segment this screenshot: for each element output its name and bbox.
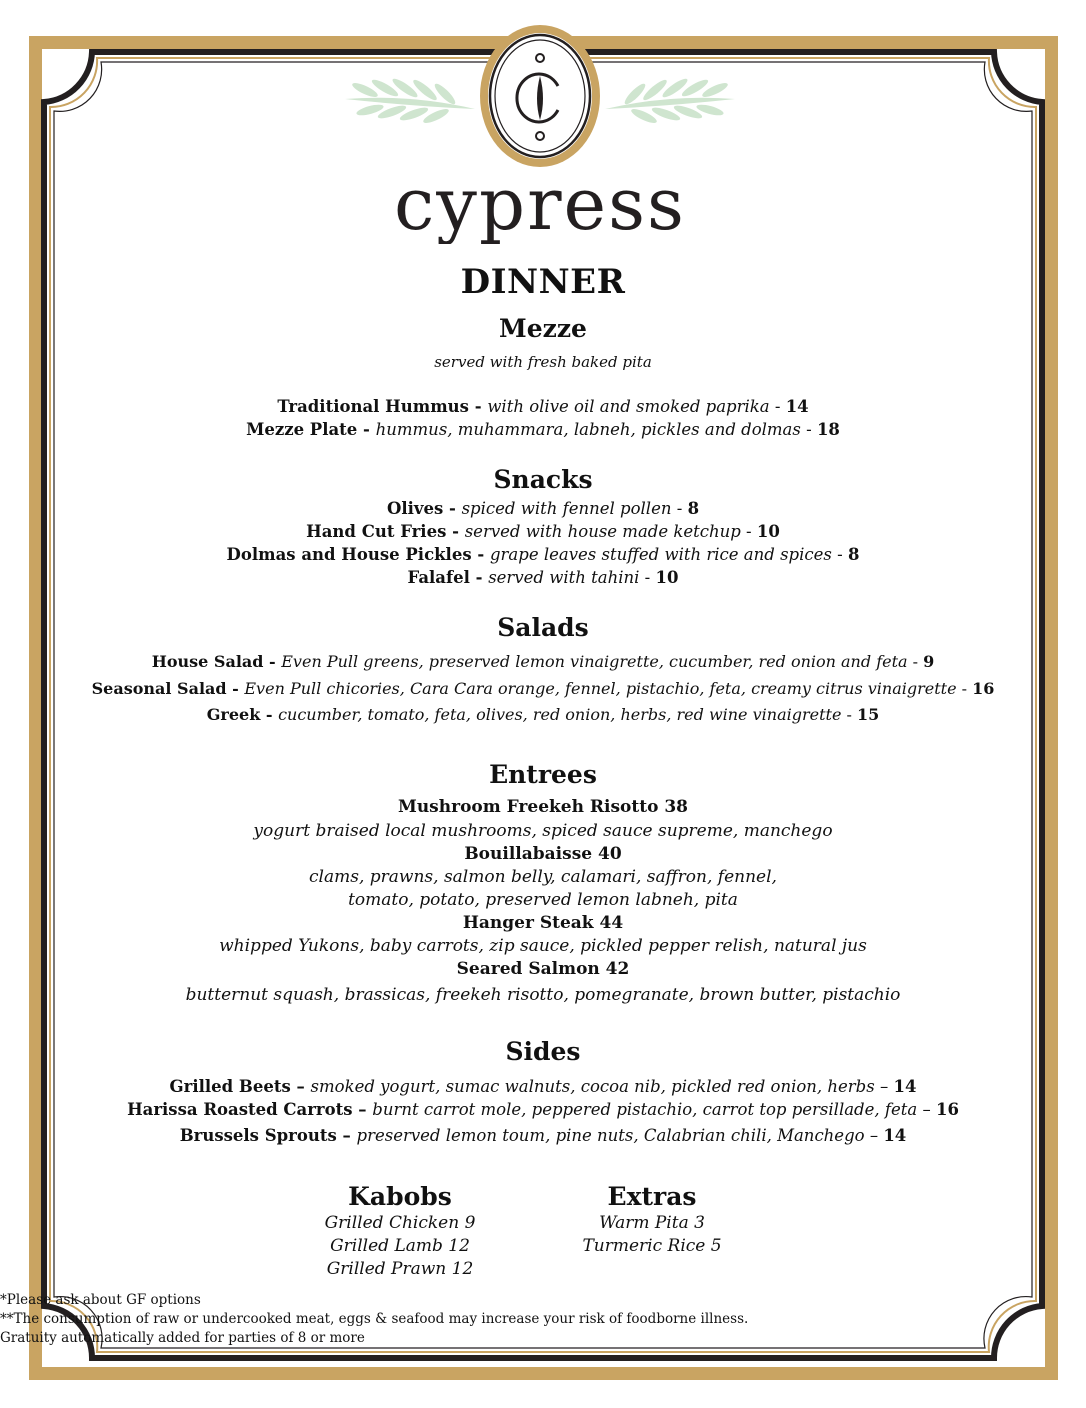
entree-description: butternut squash, brassicas, freekeh risotto, pomegranate, brown butter, pistachio <box>185 985 901 1005</box>
separator: - <box>443 499 462 518</box>
separator: - <box>740 522 757 541</box>
separator: – <box>290 1077 311 1096</box>
menu-item <box>60 679 1026 698</box>
extra-item: Warm Pita 3 <box>599 1213 705 1233</box>
item-description: served with house made ketchup <box>464 522 741 541</box>
item-name: Brussels Sprouts <box>179 1126 337 1145</box>
section-heading-entrees: Entrees <box>489 760 597 789</box>
menu-item <box>60 397 1026 416</box>
item-price: 8 <box>847 545 860 564</box>
section-heading-salads: Salads <box>497 613 589 642</box>
separator: – <box>917 1100 936 1119</box>
section-heading-snacks: Snacks <box>493 465 593 494</box>
separator: - <box>468 397 488 416</box>
menu-title: DINNER <box>460 262 626 302</box>
menu-item <box>60 420 1026 439</box>
menu-item <box>60 1126 1026 1145</box>
item-description: hummus, muhammara, labneh, pickles and dolmas <box>375 420 801 439</box>
item-description: preserved lemon toum, pine nuts, Calabrian chili, Manchego <box>356 1126 865 1145</box>
item-name: House Salad <box>151 652 264 671</box>
item-name: Harissa Roasted Carrots <box>127 1100 353 1119</box>
item-price: 10 <box>655 568 679 587</box>
separator: - <box>800 420 817 439</box>
item-name: Olives <box>386 499 444 518</box>
entree-name: Bouillabaisse 40 <box>464 844 622 864</box>
menu-item <box>60 545 1026 564</box>
mezze-subtitle: served with fresh baked pita <box>434 353 652 371</box>
separator: - <box>841 705 857 724</box>
leaf-branch-left-icon <box>345 76 475 125</box>
item-description: spiced with fennel pollen <box>461 499 672 518</box>
item-description: smoked yogurt, sumac walnuts, cocoa nib, pickled red onion, herbs <box>310 1077 875 1096</box>
entree-description: clams, prawns, salmon belly, calamari, saffron, fennel, <box>309 867 777 887</box>
item-name: Seasonal Salad <box>91 679 227 698</box>
entree-description: yogurt braised local mushrooms, spiced sauce supreme, manchego <box>253 821 833 841</box>
menu-item <box>60 652 1026 671</box>
item-description: with olive oil and smoked paprika <box>487 397 770 416</box>
entree-name: Hanger Steak 44 <box>462 913 624 933</box>
gf-note: *Please ask about GF options <box>0 1292 201 1308</box>
item-description: cucumber, tomato, feta, olives, red onion, herbs, red wine vinaigrette <box>278 705 842 724</box>
menu-item <box>60 522 1026 541</box>
kabob-item: Grilled Chicken 9 <box>324 1213 476 1233</box>
item-description: Even Pull greens, preserved lemon vinaigrette, cucumber, red onion and feta <box>281 652 908 671</box>
item-price: 16 <box>972 679 995 698</box>
item-price: 9 <box>923 652 935 671</box>
separator: - <box>469 568 489 587</box>
separator: – <box>864 1126 884 1145</box>
entree-name: Mushroom Freekeh Risotto 38 <box>398 797 688 817</box>
section-heading-sides: Sides <box>505 1037 581 1066</box>
entree-description: whipped Yukons, baby carrots, zip sauce, pickled pepper relish, natural jus <box>219 936 867 956</box>
item-price: 18 <box>816 420 840 439</box>
separator: - <box>831 545 848 564</box>
food-safety-note: **The consumption of raw or undercooked meat, eggs & seafood may increase your risk of foodborne illness. <box>0 1311 749 1327</box>
separator: - <box>769 397 786 416</box>
menu-item <box>60 1100 1026 1119</box>
menu-item <box>60 705 1026 724</box>
item-name: Hand Cut Fries <box>306 522 447 541</box>
item-price: 14 <box>883 1126 907 1145</box>
separator: – <box>874 1077 894 1096</box>
item-name: Traditional Hummus <box>277 397 469 416</box>
item-price: 16 <box>935 1100 959 1119</box>
section-heading-extras: Extras <box>607 1182 697 1211</box>
separator: – <box>352 1100 373 1119</box>
separator: - <box>446 522 465 541</box>
cypress-logo <box>340 24 740 244</box>
entree-description: tomato, potato, preserved lemon labneh, pita <box>348 890 738 910</box>
item-name: Mezze Plate <box>246 420 358 439</box>
menu-item <box>60 1077 1026 1096</box>
kabobs-column <box>300 1182 500 1281</box>
separator: - <box>226 679 245 698</box>
separator: - <box>956 679 973 698</box>
item-name: Falafel <box>407 568 470 587</box>
kabob-item: Grilled Lamb 12 <box>330 1236 470 1256</box>
brand-wordmark: cypress <box>393 162 687 244</box>
item-description: Even Pull chicories, Cara Cara orange, fennel, pistachio, feta, creamy citrus vinaigrette <box>244 679 957 698</box>
item-price: 14 <box>893 1077 917 1096</box>
monogram-medallion-icon <box>480 25 600 167</box>
item-price: 15 <box>857 705 880 724</box>
extra-item: Turmeric Rice 5 <box>582 1236 722 1256</box>
footer-notes <box>0 1291 1086 1348</box>
menu-item <box>60 499 1026 518</box>
entree-name: Seared Salmon 42 <box>456 959 630 979</box>
separator: - <box>639 568 656 587</box>
item-name: Dolmas and House Pickles <box>226 545 472 564</box>
item-name: Greek <box>206 705 261 724</box>
item-description: served with tahini <box>488 568 640 587</box>
separator: - <box>260 705 279 724</box>
menu-item <box>60 568 1026 587</box>
separator: - <box>907 652 924 671</box>
item-price: 8 <box>687 499 700 518</box>
item-price: 14 <box>785 397 809 416</box>
separator: - <box>263 652 282 671</box>
gratuity-note: Gratuity automatically added for parties of 8 or more <box>0 1330 365 1346</box>
leaf-branch-right-icon <box>605 76 735 125</box>
separator: - <box>671 499 688 518</box>
item-price: 10 <box>756 522 780 541</box>
separator: - <box>471 545 490 564</box>
kabob-item: Grilled Prawn 12 <box>326 1259 474 1279</box>
item-description: grape leaves stuffed with rice and spices <box>489 545 832 564</box>
separator: – <box>336 1126 357 1145</box>
section-heading-kabobs: Kabobs <box>348 1182 452 1211</box>
section-heading-mezze: Mezze <box>499 314 587 343</box>
extras-column <box>552 1182 752 1258</box>
item-description: burnt carrot mole, peppered pistachio, carrot top persillade, feta <box>372 1100 918 1119</box>
separator: - <box>357 420 376 439</box>
item-name: Grilled Beets <box>169 1077 291 1096</box>
